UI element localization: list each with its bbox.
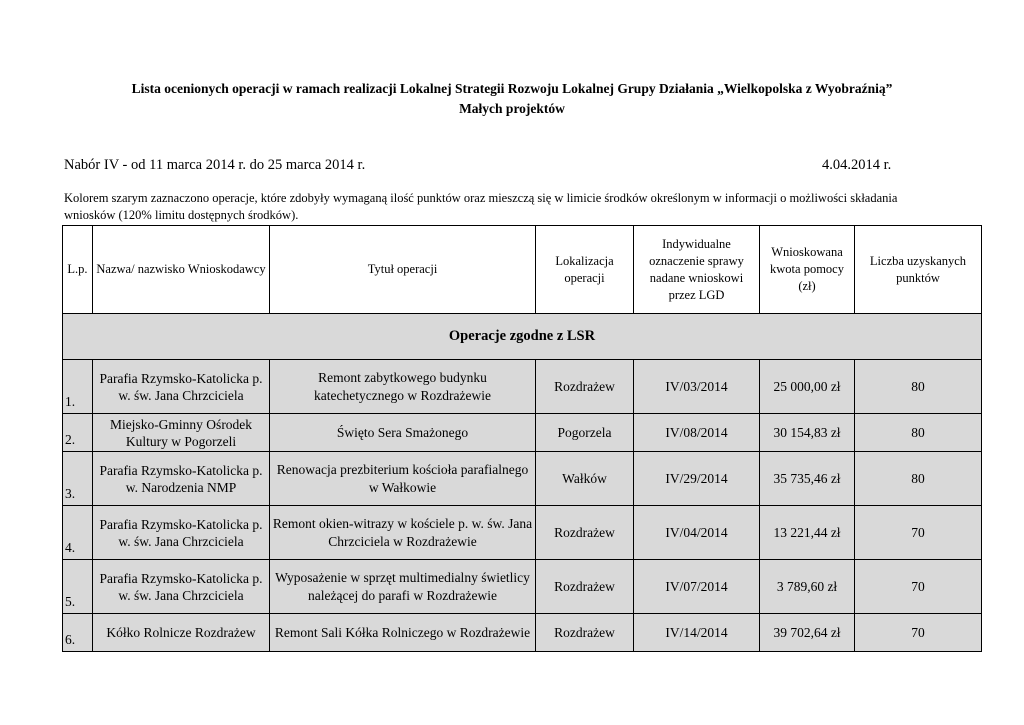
header-code: Indywidualne oznaczenie sprawy nadane wnioskowi przez LGD bbox=[634, 226, 760, 314]
table-row bbox=[63, 560, 982, 614]
cell-name: Kółko Rolnicze Rozdrażew bbox=[93, 614, 270, 652]
cell-location: Rozdrażew bbox=[536, 560, 634, 614]
table-row bbox=[63, 414, 982, 452]
cell-lp: 5. bbox=[63, 560, 93, 614]
cell-points: 70 bbox=[855, 614, 982, 652]
operations-table bbox=[62, 225, 982, 652]
cell-name: Parafia Rzymsko-Katolicka p. w. Narodzenia NMP bbox=[93, 452, 270, 506]
cell-points: 70 bbox=[855, 560, 982, 614]
cell-title: Wyposażenie w sprzęt multimedialny świetlicy należącej do parafi w Rozdrażewie bbox=[270, 560, 536, 614]
cell-code: IV/14/2014 bbox=[634, 614, 760, 652]
cell-title: Remont Sali Kółka Rolniczego w Rozdrażewie bbox=[270, 614, 536, 652]
cell-location: Rozdrażew bbox=[536, 614, 634, 652]
cell-location: Pogorzela bbox=[536, 414, 634, 452]
nabor-period: Nabór IV - od 11 marca 2014 r. do 25 marca 2014 r. bbox=[64, 157, 366, 173]
cell-lp: 4. bbox=[63, 506, 93, 560]
cell-code: IV/07/2014 bbox=[634, 560, 760, 614]
cell-amount: 35 735,46 zł bbox=[760, 452, 855, 506]
cell-code: IV/29/2014 bbox=[634, 452, 760, 506]
table-row bbox=[63, 506, 982, 560]
cell-lp: 3. bbox=[63, 452, 93, 506]
table-header-row bbox=[63, 226, 982, 314]
header-amount: Wnioskowana kwota pomocy (zł) bbox=[760, 226, 855, 314]
header-lp: L.p. bbox=[63, 226, 93, 314]
header-location: Lokalizacja operacji bbox=[536, 226, 634, 314]
cell-location: Rozdrażew bbox=[536, 506, 634, 560]
cell-location: Wałków bbox=[536, 452, 634, 506]
table-row bbox=[63, 360, 982, 414]
header-title: Tytuł operacji bbox=[270, 226, 536, 314]
cell-points: 70 bbox=[855, 506, 982, 560]
cell-name: Parafia Rzymsko-Katolicka p. w. św. Jana Chrzciciela bbox=[93, 506, 270, 560]
cell-lp: 6. bbox=[63, 614, 93, 652]
cell-amount: 39 702,64 zł bbox=[760, 614, 855, 652]
cell-title: Remont zabytkowego budynku katechetycznego w Rozdrażewie bbox=[270, 360, 536, 414]
cell-points: 80 bbox=[855, 452, 982, 506]
cell-amount: 30 154,83 zł bbox=[760, 414, 855, 452]
cell-points: 80 bbox=[855, 414, 982, 452]
section-label: Operacje zgodne z LSR bbox=[63, 314, 982, 360]
cell-amount: 25 000,00 zł bbox=[760, 360, 855, 414]
cell-code: IV/04/2014 bbox=[634, 506, 760, 560]
document-date: 4.04.2014 r. bbox=[822, 157, 892, 173]
cell-lp: 2. bbox=[63, 414, 93, 452]
title-line-1: Lista ocenionych operacji w ramach realizacji Lokalnej Strategii Rozwoju Lokalnej Grupy Działania „Wielkopolska z Wyobraźnią” bbox=[131, 81, 893, 96]
cell-name: Miejsko-Gminny Ośrodek Kultury w Pogorzeli bbox=[93, 414, 270, 452]
cell-code: IV/08/2014 bbox=[634, 414, 760, 452]
title-line-2: Małych projektów bbox=[459, 101, 565, 116]
table-row bbox=[63, 452, 982, 506]
section-row bbox=[63, 314, 982, 360]
header-name: Nazwa/ nazwisko Wnioskodawcy bbox=[93, 226, 270, 314]
cell-code: IV/03/2014 bbox=[634, 360, 760, 414]
table-row bbox=[63, 614, 982, 652]
cell-location: Rozdrażew bbox=[536, 360, 634, 414]
header-points: Liczba uzyskanych punktów bbox=[855, 226, 982, 314]
document-title bbox=[0, 79, 1024, 119]
cell-name: Parafia Rzymsko-Katolicka p. w. św. Jana Chrzciciela bbox=[93, 360, 270, 414]
cell-title: Święto Sera Smażonego bbox=[270, 414, 536, 452]
legend-note: Kolorem szarym zaznaczono operacje, które zdobyły wymaganą ilość punktów oraz mieszczą się w limicie środków określonym w informacji o możliwości składania wniosków (120% limitu dostępnych środków). bbox=[64, 191, 898, 222]
cell-points: 80 bbox=[855, 360, 982, 414]
cell-name: Parafia Rzymsko-Katolicka p. w. św. Jana Chrzciciela bbox=[93, 560, 270, 614]
cell-title: Renowacja prezbiterium kościoła parafialnego w Wałkowie bbox=[270, 452, 536, 506]
cell-lp: 1. bbox=[63, 360, 93, 414]
cell-amount: 3 789,60 zł bbox=[760, 560, 855, 614]
cell-title: Remont okien-witrazy w kościele p. w. św. Jana Chrzciciela w Rozdrażewie bbox=[270, 506, 536, 560]
cell-amount: 13 221,44 zł bbox=[760, 506, 855, 560]
